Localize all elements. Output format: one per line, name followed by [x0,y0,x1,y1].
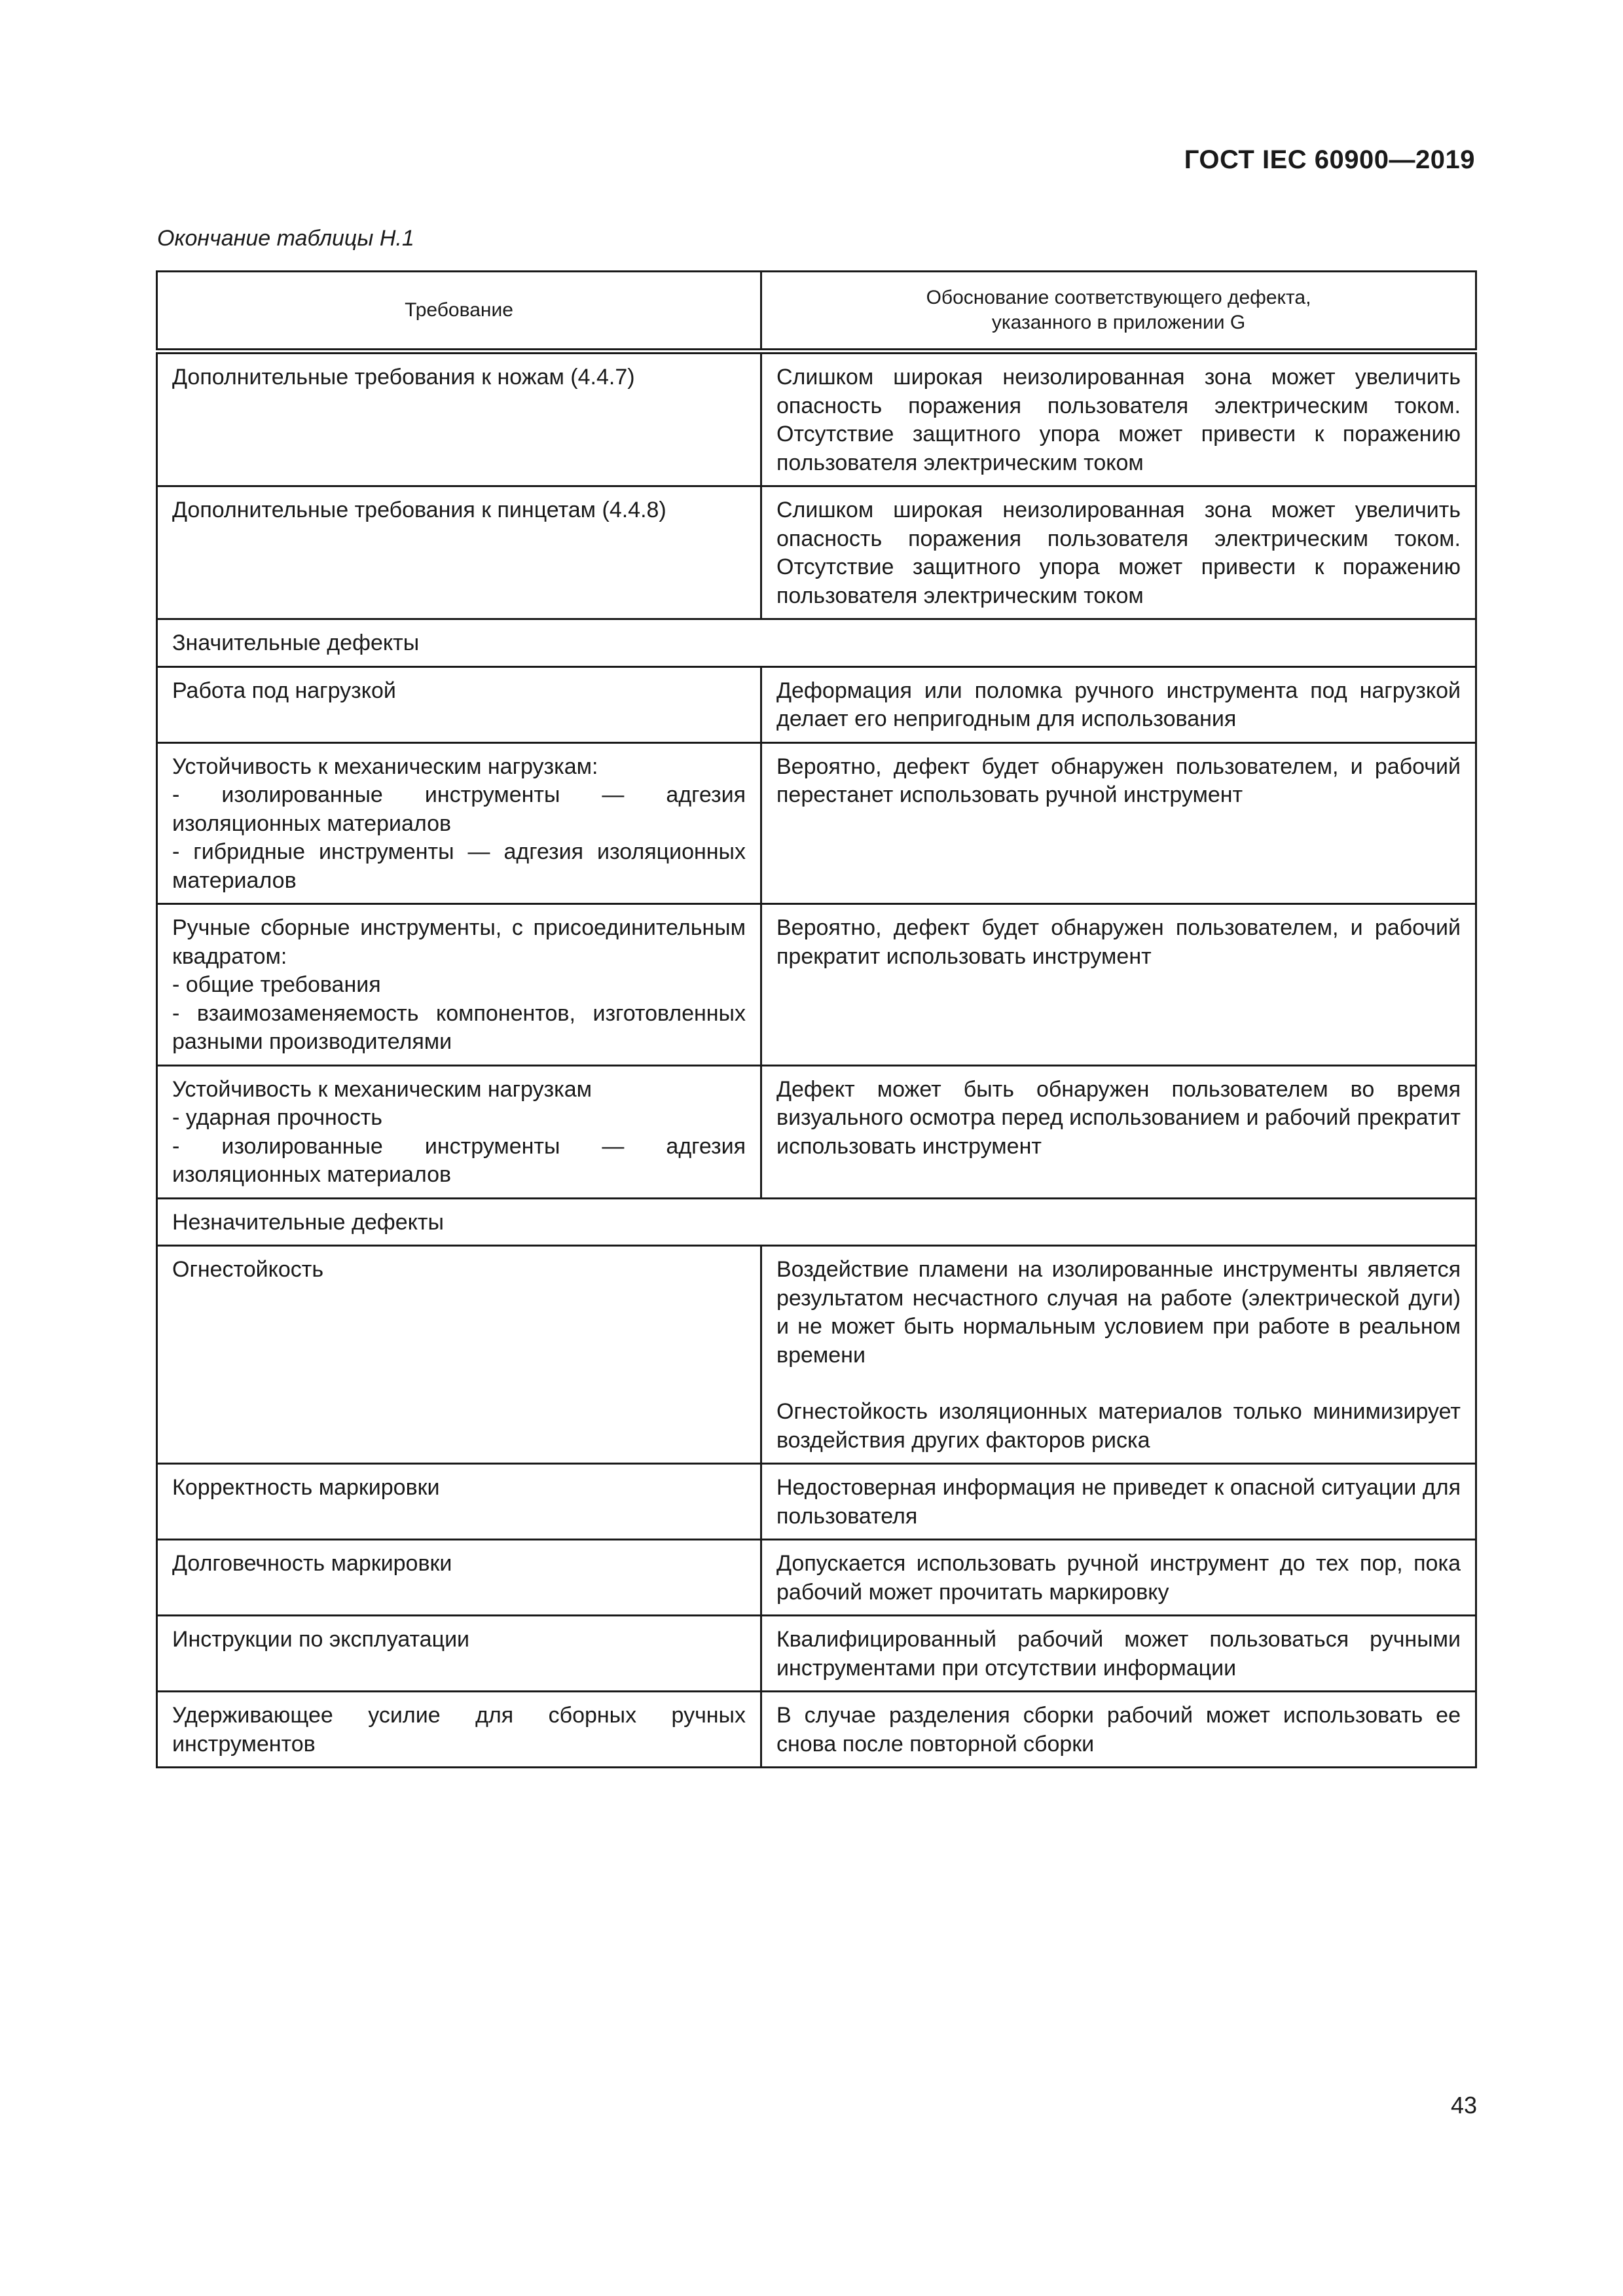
requirement-line: - общие требования [172,972,381,997]
requirement-line: Дополнительные требования к пинцетам (4.4.8) [172,498,666,522]
requirement-cell [157,666,761,742]
section-row [157,619,1476,667]
requirement-line: Устойчивость к механическим нагрузкам: [172,754,598,779]
justification-text: Слишком широкая неизолированная зона может увеличить опасность поражения пользователя электрическим током. Отсутствие защитного упора может привести к поражению пользователя электрическим током [776,365,1461,475]
requirement-cell [157,1692,761,1768]
justification-text: Деформация или поломка ручного инструмента под нагрузкой делает его непригодным для использования [776,678,1461,731]
header-justification-line: указанного в приложении G [991,312,1246,333]
section-heading: Незначительные дефекты [157,1198,1476,1246]
requirement-line: Устойчивость к механическим нагрузкам [172,1076,593,1102]
justification-text: Дефект может быть обнаружен пользователем во время визуального осмотра перед использованием и рабочий прекратит использовать инструмент [776,1076,1461,1159]
table-row [157,1246,1476,1464]
requirement-line: Ручные сборные инструменты, с присоединительным квадратом: [172,915,746,969]
justification-text: Огнестойкость изоляционных материалов только минимизирует воздействия других факторов риска [776,1399,1461,1453]
justification-cell [761,1540,1476,1616]
section-row [157,1198,1476,1246]
requirement-cell [157,486,761,619]
requirement-cell [157,352,761,486]
requirement-cell [157,1246,761,1464]
requirement-line: Корректность маркировки [172,1475,440,1500]
justification-text: Вероятно, дефект будет обнаружен пользователем, и рабочий перестанет использовать ручной инструмент [776,754,1461,807]
document-code: ГОСТ IEC 60900—2019 [1184,145,1475,174]
requirement-cell [157,904,761,1066]
justification-cell [761,1065,1476,1198]
table-row [157,1065,1476,1198]
requirement-line: - изолированные инструменты — адгезия изоляционных материалов [172,1133,746,1187]
requirements-table [156,270,1477,1768]
table-row [157,352,1476,486]
requirement-cell [157,1540,761,1616]
justification-text: Слишком широкая неизолированная зона может увеличить опасность поражения пользователя электрическим током. Отсутствие защитного упора может привести к поражению пользователя электрическим током [776,498,1461,608]
table-caption: Окончание таблицы Н.1 [157,226,414,251]
page-number: 43 [1450,2092,1477,2119]
justification-cell [761,486,1476,619]
requirement-line: - ударная прочность [172,1105,383,1130]
justification-text: Квалифицированный рабочий может пользоваться ручными инструментами при отсутствии информации [776,1627,1461,1681]
table-row [157,1616,1476,1692]
justification-cell [761,742,1476,904]
justification-cell [761,1616,1476,1692]
justification-cell [761,1692,1476,1768]
justification-cell [761,904,1476,1066]
requirement-cell [157,742,761,904]
justification-text: Вероятно, дефект будет обнаружен пользователем, и рабочий прекратит использовать инструмент [776,915,1461,969]
justification-cell [761,1464,1476,1540]
requirement-line: - гибридные инструменты — адгезия изоляционных материалов [172,839,746,893]
requirement-line: Работа под нагрузкой [172,678,396,703]
requirement-cell [157,1464,761,1540]
justification-text: Воздействие пламени на изолированные инструменты является результатом несчастного случая на работе (электрической дуги) и не может быть нормальным условием при работе в реальном времени [776,1257,1461,1368]
requirement-line: - взаимозаменяемость компонентов, изготовленных разными производителями [172,1000,746,1054]
justification-text: Допускается использовать ручной инструмент до тех пор, пока рабочий может прочитать маркировку [776,1551,1461,1605]
header-requirement: Требование [157,272,761,352]
justification-cell [761,666,1476,742]
justification-cell [761,352,1476,486]
table-row [157,1692,1476,1768]
requirement-cell [157,1065,761,1198]
table-row [157,742,1476,904]
requirement-line: Удерживающее усилие для сборных ручных инструментов [172,1703,746,1757]
requirement-cell [157,1616,761,1692]
header-justification [761,272,1476,352]
table-row [157,1464,1476,1540]
requirement-line: Дополнительные требования к ножам (4.4.7) [172,365,635,390]
header-justification-line: Обоснование соответствующего дефекта, [926,287,1311,308]
section-heading: Значительные дефекты [157,619,1476,667]
table-row [157,666,1476,742]
table-row [157,1540,1476,1616]
justification-cell [761,1246,1476,1464]
requirement-line: Долговечность маркировки [172,1551,452,1576]
table-row [157,486,1476,619]
justification-text: В случае разделения сборки рабочий может использовать ее снова после повторной сборки [776,1703,1461,1757]
requirement-line: - изолированные инструменты — адгезия изоляционных материалов [172,782,746,836]
table-row [157,904,1476,1066]
justification-text: Недостоверная информация не приведет к опасной ситуации для пользователя [776,1475,1461,1529]
requirement-line: Огнестойкость [172,1257,324,1282]
table-header-row [157,272,1476,352]
requirement-line: Инструкции по эксплуатации [172,1627,470,1652]
